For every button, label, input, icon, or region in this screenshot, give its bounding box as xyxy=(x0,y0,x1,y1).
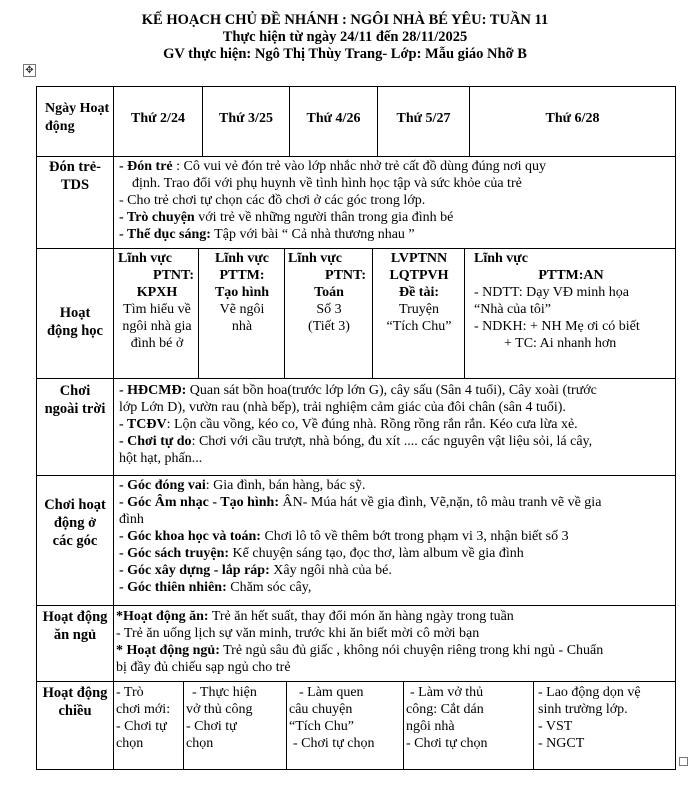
day-header-wed: Thứ 4/26 xyxy=(306,111,361,126)
an-ngu-content xyxy=(116,608,674,676)
plan-title: KẾ HOẠCH CHỦ ĐỀ NHÁNH : NGÔI NHÀ BÉ YÊU: TUẦN 11 xyxy=(141,12,549,28)
tro-chuyen-text: với trẻ về những người thân trong gia đình bé xyxy=(194,210,454,225)
hdcmd-text: Quan sát bồn hoa(trước lớp lớn G), cây sấu (Sân 4 tuổi), Cây xoài (trước xyxy=(186,383,597,398)
hoc-mon-desc: Tìm hiểu về ngôi nhà gia đình bé ở xyxy=(122,302,192,351)
hoat-dong-ngu-text: Trẻ ngủ sâu đủ giấc , không nói chuyện riêng trong khi ngủ - Chuẩn xyxy=(219,643,604,658)
chieu-fri-line-4: - NGCT xyxy=(538,736,585,751)
hoc-wed-area: PTNT: xyxy=(325,268,366,283)
hdcmd-heading: - HĐCMĐ: xyxy=(119,383,187,398)
plan-table xyxy=(36,86,676,770)
chieu-thu-cell xyxy=(406,684,533,752)
chieu-mon-line-3: - Chơi tự xyxy=(116,719,167,734)
row-label-choi-goc: Chơi hoạt động ở các góc xyxy=(44,497,106,549)
goc-thien-nhien-text: Chăm sóc cây, xyxy=(226,580,312,595)
hoc-thu-topic: Đề tài: xyxy=(398,285,440,300)
choi-goc-content xyxy=(119,477,674,596)
goc-am-nhac-heading: - Góc Âm nhạc - Tạo hình: xyxy=(119,495,279,510)
hoc-wed-desc-2: (Tiết 3) xyxy=(308,319,350,334)
choi-tu-do-heading: - Chơi tự do xyxy=(119,434,192,449)
chieu-tue-line-4: chọn xyxy=(186,736,214,751)
hoc-wed-cell xyxy=(286,250,372,335)
hoc-fri-cell xyxy=(468,250,674,352)
don-tre-heading: - Đón trẻ xyxy=(119,159,177,174)
hoc-wed-topic: Toán xyxy=(314,285,344,300)
hoc-mon-area: PTNT: xyxy=(153,268,194,283)
chieu-wed-line-2: câu chuyện xyxy=(289,702,353,717)
tcdv-heading: - TCĐV xyxy=(119,417,167,432)
hoc-tue-desc: Vẽ ngôi nhà xyxy=(219,302,265,334)
hoc-wed-desc-1: Số 3 xyxy=(316,302,342,317)
row-label-chieu: Hoạt động chiều xyxy=(42,685,108,719)
hoc-fri-field: Lĩnh vực xyxy=(474,251,528,266)
the-duc-heading: - Thể dục sáng: xyxy=(119,227,211,242)
tcdv-text: : Lộn cầu vồng, kéo co, Về đúng nhà. Rồng rồng rắn rắn. Kéo cưa lừa xẻ. xyxy=(166,417,578,432)
chieu-wed-cell xyxy=(289,684,403,752)
plan-teacher: GV thực hiện: Ngô Thị Thùy Trang- Lớp: Mẫu giáo Nhỡ B xyxy=(163,46,527,62)
goc-sach-truyen-heading: - Góc sách truyện: xyxy=(119,546,230,561)
hoc-tue-cell xyxy=(200,250,284,335)
goc-sach-truyen-text: Kể chuyện sáng tạo, đọc thơ, làm album về gia đình xyxy=(229,546,524,561)
hdcmd-text-2: lớp Lớn D), vườn rau (nhà bếp), trải nghiệm cảm giác của đôi chân (sân 4 tuổi). xyxy=(119,400,566,415)
chieu-wed-line-1: - Làm quen xyxy=(299,685,364,700)
day-header-fri: Thứ 6/28 xyxy=(545,111,600,126)
chieu-thu-line-1: - Làm vở thủ xyxy=(410,685,484,700)
don-tre-text-2: định. Trao đổi với phụ huynh về tình hình học tập và sức khỏe của trẻ xyxy=(132,176,522,191)
the-duc-text: Tập với bài “ Cả nhà thương nhau ” xyxy=(210,227,415,242)
chieu-fri-line-1: - Lao động dọn vệ xyxy=(538,685,641,700)
hoc-fri-line-4: + TC: Ai nhanh hơn xyxy=(504,336,617,351)
chieu-tue-cell xyxy=(186,684,286,752)
chieu-wed-line-3: “Tích Chu” xyxy=(289,719,354,734)
hoc-thu-desc-2: “Tích Chu” xyxy=(386,319,452,334)
chieu-wed-line-4: - Chơi tự chọn xyxy=(293,736,375,751)
day-header-tue: Thứ 3/25 xyxy=(219,111,273,126)
goc-xay-dung-heading: - Góc xây dựng - lắp ráp: xyxy=(119,563,270,578)
table-resize-handle-icon[interactable] xyxy=(679,757,688,766)
goc-dong-vai-heading: - Góc đóng vai xyxy=(119,478,206,493)
chieu-thu-line-3: ngôi nhà xyxy=(406,719,455,734)
choi-tu-do-text-2: hột hạt, phấn... xyxy=(119,451,203,466)
hoc-tue-field: Lĩnh vực xyxy=(215,251,269,266)
chieu-mon-cell xyxy=(116,684,183,752)
hoc-fri-area: PTTM:AN xyxy=(538,268,604,283)
row-label-hoat-dong-hoc: Hoạt động học xyxy=(46,305,103,339)
hoc-thu-cell xyxy=(374,250,464,335)
chieu-tue-line-2: vở thủ công xyxy=(186,702,253,717)
corner-label: Ngày Hoạt động xyxy=(45,101,110,134)
table-move-handle-icon[interactable]: ✥ xyxy=(23,64,36,77)
hoc-fri-line-1: - NDTT: Dạy VĐ minh họa xyxy=(474,285,629,300)
goc-thien-nhien-heading: - Góc thiên nhiên: xyxy=(119,580,227,595)
hoc-fri-line-3: - NDKH: + NH Mẹ ơi có biết xyxy=(474,319,640,334)
hoc-thu-field: LVPTNN xyxy=(390,251,448,266)
goc-xay-dung-text: Xây ngôi nhà của bé. xyxy=(269,563,392,578)
plan-dates: Thực hiện từ ngày 24/11 đến 28/11/2025 xyxy=(222,29,468,45)
tro-chuyen-heading: - Trò chuyện xyxy=(119,210,195,225)
chieu-mon-line-1: - Trò xyxy=(116,685,144,700)
day-header-mon: Thứ 2/24 xyxy=(131,111,185,126)
hoc-tue-area: PTTM: xyxy=(219,268,265,283)
hoc-mon-topic: KPXH xyxy=(136,285,178,300)
chieu-fri-cell xyxy=(538,684,674,752)
hoc-thu-area: LQTPVH xyxy=(389,268,449,283)
chieu-mon-line-2: chơi mới: xyxy=(116,702,171,717)
row-label-an-ngu: Hoạt động ăn ngủ xyxy=(42,609,108,643)
chieu-tue-line-1: - Thực hiện xyxy=(192,685,257,700)
goc-khoa-hoc-heading: - Góc khoa học và toán: xyxy=(119,529,261,544)
hoat-dong-an-text: Trẻ ăn hết suất, thay đổi món ăn hàng ngày trong tuần xyxy=(208,609,514,624)
goc-am-nhac-text: ÂN- Múa hát về gia đình, Vẽ,nặn, tô màu tranh vẽ về gia xyxy=(278,495,602,510)
day-header-thu: Thứ 5/27 xyxy=(396,111,451,126)
hoc-thu-desc-1: Truyện xyxy=(399,302,439,317)
goc-am-nhac-text-2: đình xyxy=(119,512,144,527)
hoat-dong-ngu-text-2: bị đầy đủ chiếu sạp ngủ cho trẻ xyxy=(116,660,291,675)
choi-ngoai-troi-content xyxy=(119,382,674,467)
don-tre-content xyxy=(119,158,674,243)
tu-chon-text: - Cho trẻ chơi tự chọn các đồ chơi ở các góc trong lớp. xyxy=(119,193,426,208)
goc-khoa-hoc-text: Chơi lô tô về thêm bớt trong phạm vi 3, nhận biết số 3 xyxy=(260,529,569,544)
chieu-mon-line-4: chọn xyxy=(116,736,144,751)
chieu-thu-line-4: - Chơi tự chọn xyxy=(406,736,488,751)
don-tre-text: : Cô vui vẻ đón trẻ vào lớp nhắc nhở trẻ cất đồ dùng đúng nơi quy xyxy=(176,159,546,174)
row-label-don-tre: Đón trẻ- TDS xyxy=(49,159,101,193)
chieu-tue-line-3: - Chơi tự xyxy=(186,719,237,734)
hoc-mon-field: Lĩnh vực xyxy=(118,251,172,266)
an-uong-text: - Trẻ ăn uống lịch sự văn minh, trước khi ăn biết mời cô mời bạn xyxy=(116,626,480,641)
chieu-fri-line-2: sinh trường lớp. xyxy=(538,702,628,717)
hoc-fri-line-2: “Nhà của tôi” xyxy=(474,302,551,317)
hoat-dong-ngu-heading: * Hoạt động ngủ: xyxy=(116,643,220,658)
chieu-fri-line-3: - VST xyxy=(538,719,573,734)
page-header xyxy=(0,12,690,63)
hoat-dong-an-heading: *Hoạt động ăn: xyxy=(116,609,209,624)
chieu-thu-line-2: công: Cắt dán xyxy=(406,702,484,717)
goc-dong-vai-text: : Gia đình, bán hàng, bác sỹ. xyxy=(205,478,366,493)
hoc-tue-topic: Tạo hình xyxy=(214,285,270,300)
row-label-choi-ngoai-troi: Chơi ngoài trời xyxy=(44,383,106,417)
choi-tu-do-text: : Chơi với cầu trượt, nhà bóng, đu xít .... các nguyên vật liệu sỏi, lá cây, xyxy=(191,434,593,449)
hoc-wed-field: Lĩnh vực xyxy=(288,251,342,266)
hoc-mon-cell xyxy=(116,250,198,352)
